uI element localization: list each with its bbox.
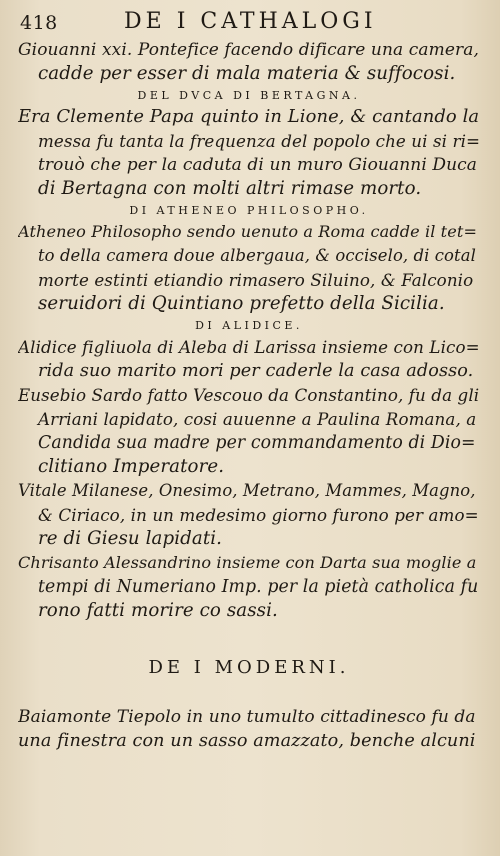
text-line: & Ciriaco, in un medesimo giorno furono per amo= xyxy=(38,505,479,525)
text-line: rono fatti morire co sassi. xyxy=(38,600,278,621)
entry-heading: DEL DVCA DI BERTAGNA. xyxy=(137,89,361,102)
text-line: una finestra con un sasso amazzato, benche alcuni xyxy=(18,731,476,751)
text-line: clitiano Imperatore. xyxy=(38,456,225,477)
closing-paragraph xyxy=(18,705,480,753)
text-line: morte estinti etiandio rimasero Siluino, & Falconio xyxy=(38,270,474,290)
entry-heading: DI ALIDICE. xyxy=(195,319,303,332)
text-line: Candida sua madre per commandamento di Dio= xyxy=(38,433,476,453)
text-line: Arriani lapidato, cosi auuenne a Paulina Romana, a xyxy=(38,409,477,429)
text-line: Era Clemente Papa quinto in Lione, & cantando la xyxy=(18,106,480,127)
text-line: to della camera doue albergaua, & occiselo, di cotal xyxy=(38,246,476,265)
text-line: Atheneo Philosopho sendo uenuto a Roma cadde il tet= xyxy=(18,222,478,241)
text-line: messa fu tanta la frequenza del popolo che ui si ri= xyxy=(38,131,480,151)
section-gap xyxy=(18,683,480,705)
text-line: Baiamonte Tiepolo in uno tumulto cittadinesco fu da xyxy=(18,707,476,727)
page-number: 418 xyxy=(20,12,58,34)
section-title: DE I MODERNI. xyxy=(148,657,350,678)
text-line: rida suo marito mori per caderle la casa adosso. xyxy=(38,361,474,381)
text-line: re di Giesu lapidati. xyxy=(38,528,223,549)
text-line: Giouanni xxi. Pontefice facendo dificare una camera, xyxy=(18,40,479,60)
text-line: cadde per esser di mala materia & suffocosi. xyxy=(38,63,456,84)
entry-heading: DI ATHENEO PHILOSOPHO. xyxy=(129,204,369,217)
text-line: Vitale Milanese, Onesimo, Metrano, Mammes, Magno, xyxy=(18,481,476,500)
text-line: trouò che per la caduta di un muro Giouanni Duca xyxy=(38,155,477,175)
body-text xyxy=(18,38,480,753)
running-head: DE I CATHALOGI xyxy=(124,9,377,34)
page-header xyxy=(14,8,480,36)
text-line: Alidice figliuola di Aleba di Larissa insieme con Lico= xyxy=(18,337,480,357)
text-line: seruidori di Quintiano prefetto della Sicilia. xyxy=(38,293,445,314)
text-line: di Bertagna con molti altri rimase morto. xyxy=(38,178,422,199)
text-line: tempi di Numeriano Imp. per la pietà catholica fu xyxy=(38,577,479,597)
text-line: Eusebio Sardo fatto Vescouo da Constantino, fu da gli xyxy=(18,385,480,405)
text-line: Chrisanto Alessandrino insieme con Darta sua moglie a xyxy=(18,553,477,572)
sections-container xyxy=(18,38,480,623)
